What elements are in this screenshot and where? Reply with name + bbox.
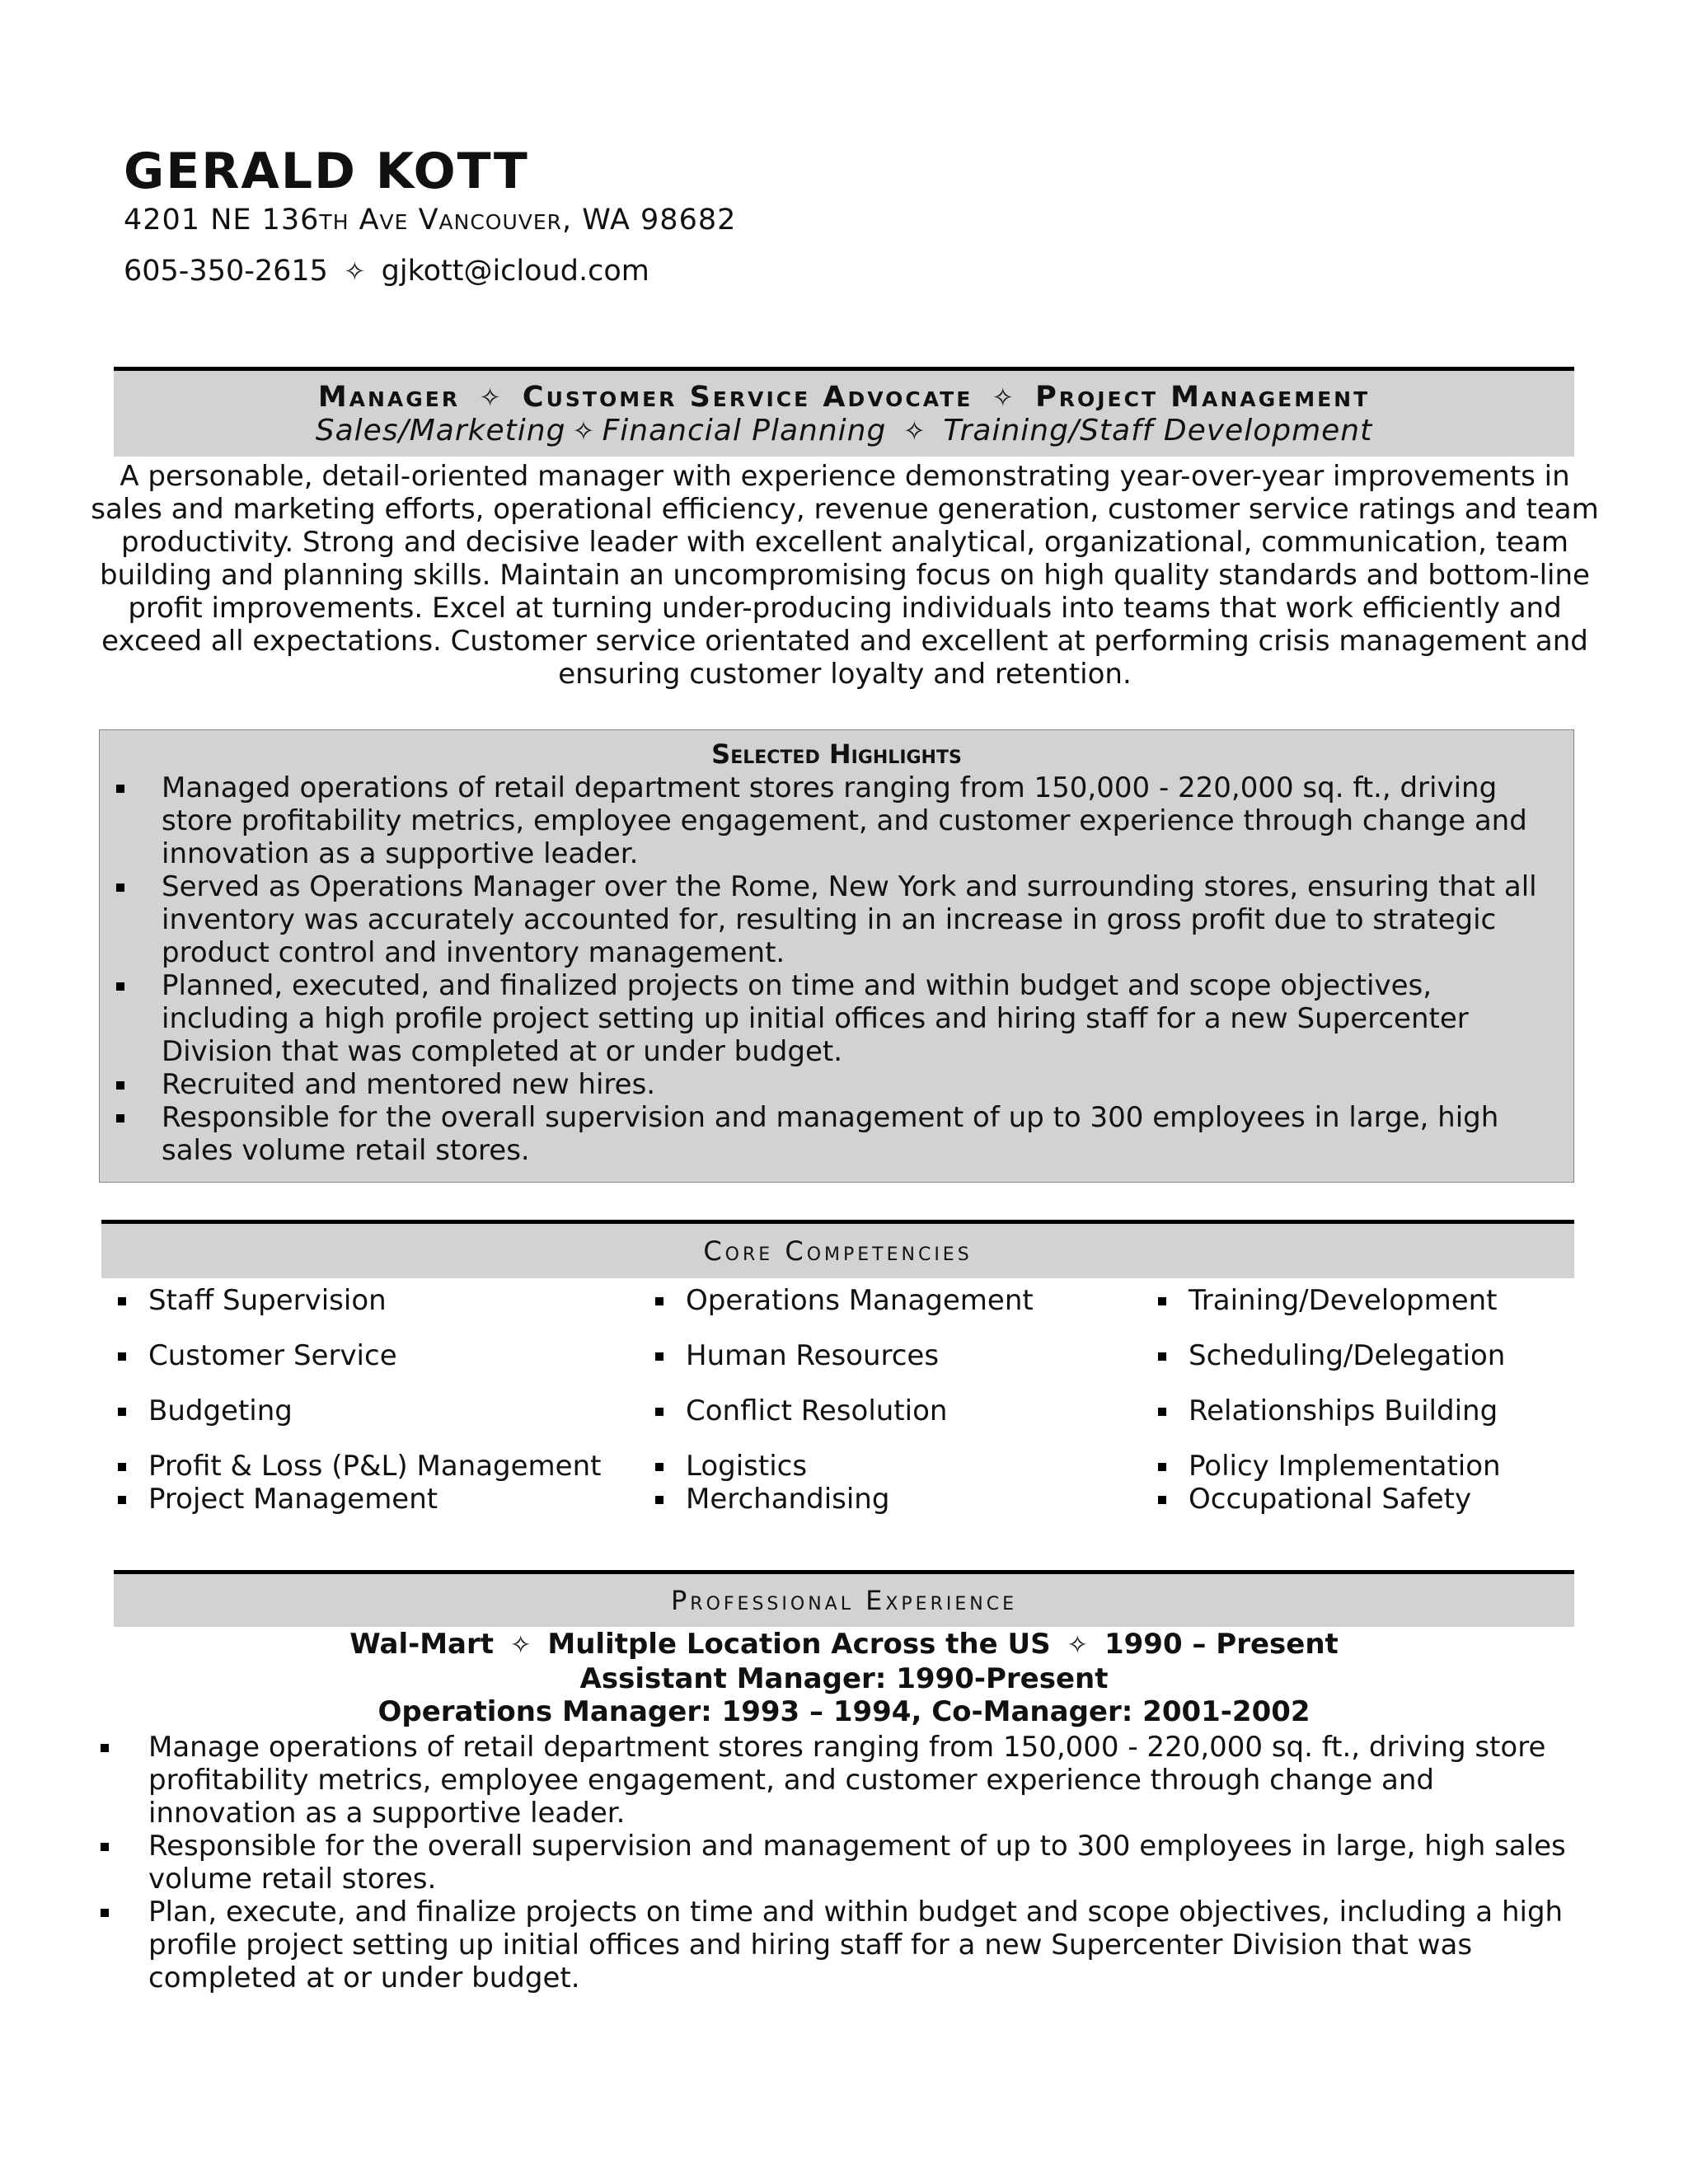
title-customer-service: Customer Service Advocate xyxy=(522,381,973,414)
competency-column-3 xyxy=(1142,1284,1505,1516)
contact-line xyxy=(124,255,736,288)
title-project-management: Project Management xyxy=(1035,381,1371,414)
list-item: Planned, executed, and finalized projects on time and within budget and scope objectives, including a high profile project setting up initial offices and hiring staff for a new Supercenter Division that was completed at or under budget. xyxy=(100,969,1573,1068)
list-item: Scheduling/Delegation xyxy=(1142,1339,1505,1372)
list-item: Responsible for the overall supervision and management of up to 300 employees in large, high sales volume retail stores. xyxy=(82,1830,1582,1896)
job-duties-list xyxy=(82,1731,1582,1994)
title-manager: Manager xyxy=(317,381,461,414)
list-item: Relationships Building xyxy=(1142,1394,1505,1427)
company: Wal-Mart xyxy=(349,1628,495,1661)
list-item: Human Resources xyxy=(639,1339,1034,1372)
list-item: Managed operations of retail department stores ranging from 150,000 - 220,000 sq. ft., driving store profitability metrics, employee engagement, and customer experience through change and innovation as a supportive leader. xyxy=(100,771,1573,870)
list-item: Merchandising xyxy=(639,1483,1034,1516)
list-item: Recruited and mentored new hires. xyxy=(100,1068,1573,1101)
professional-experience-header xyxy=(114,1570,1574,1627)
highlights-list xyxy=(100,771,1573,1167)
email: gjkott@icloud.com xyxy=(381,255,649,288)
job-dates: 1990 – Present xyxy=(1104,1628,1339,1661)
list-item: Manage operations of retail department stores ranging from 150,000 - 220,000 sq. ft., driving store profitability metrics, employee engagement, and customer experience through change and innovation as a supportive leader. xyxy=(82,1731,1582,1830)
selected-highlights xyxy=(99,729,1574,1183)
list-item: Training/Development xyxy=(1142,1284,1505,1317)
list-item: Plan, execute, and finalize projects on time and within budget and scope objectives, including a high profile project setting up initial offices and hiring staff for a new Supercenter Division that was completed at or under budget. xyxy=(82,1896,1582,1994)
title-band xyxy=(114,367,1574,457)
phone: 605-350-2615 xyxy=(124,255,328,288)
competency-column-1 xyxy=(101,1284,601,1516)
professional-summary: A personable, detail-oriented manager with experience demonstrating year-over-year improvements in sales and marketing efforts, operational efficiency, revenue generation, customer service ratings and team productivity. Strong and decisive leader with excellent analytical, organizational, communication, team building and planning skills. Maintain an uncompromising focus on high quality standards and bottom-line profit improvements. Excel at turning under-producing individuals into teams that work efficiently and exceed all expectations. Customer service orientated and excellent at performing crisis management and ensuring customer loyalty and retention. xyxy=(91,460,1599,691)
list-item: Served as Operations Manager over the Rome, New York and surrounding stores, ensuring that all inventory was accurately accounted for, resulting in an increase in gross profit due to strategic product control and inventory management. xyxy=(100,870,1573,969)
title-line-2 xyxy=(114,414,1574,448)
list-item: Budgeting xyxy=(101,1394,601,1427)
section-heading: Core Competencies xyxy=(101,1224,1574,1278)
section-heading: Professional Experience xyxy=(114,1574,1574,1627)
list-item: Operations Management xyxy=(639,1284,1034,1317)
core-competencies-header xyxy=(101,1220,1574,1278)
star-separator-icon: ✧ xyxy=(479,383,504,413)
candidate-name: GERALD KOTT xyxy=(124,143,529,200)
list-item: Occupational Safety xyxy=(1142,1483,1505,1516)
star-separator-icon: ✧ xyxy=(1067,1631,1089,1660)
title-line-1 xyxy=(114,381,1574,414)
job-role: Operations Manager: 1993 – 1994, Co-Manager: 2001-2002 xyxy=(377,1695,1311,1728)
star-separator-icon: ✧ xyxy=(344,257,366,287)
list-item: Customer Service xyxy=(101,1339,601,1372)
list-item: Policy Implementation xyxy=(1142,1450,1505,1483)
title-financial: Financial Planning xyxy=(602,414,887,448)
list-item: Logistics xyxy=(639,1450,1034,1483)
list-item: Conflict Resolution xyxy=(639,1394,1034,1427)
job-header xyxy=(114,1628,1574,1728)
competency-column-2 xyxy=(639,1284,1034,1516)
section-heading: Selected Highlights xyxy=(711,738,962,770)
list-item: Profit & Loss (P&L) Management xyxy=(101,1450,601,1483)
list-item: Staff Supervision xyxy=(101,1284,601,1317)
address: 4201 NE 136th Ave Vancouver, WA 98682 xyxy=(124,204,737,237)
list-item: Project Management xyxy=(101,1483,601,1516)
job-location: Mulitple Location Across the US xyxy=(547,1628,1051,1661)
resume-header xyxy=(124,144,736,288)
star-separator-icon: ✧ xyxy=(903,415,926,448)
job-role: Assistant Manager: 1990-Present xyxy=(579,1662,1109,1695)
star-separator-icon: ✧ xyxy=(572,415,596,448)
title-sales: Sales/Marketing xyxy=(315,414,566,448)
title-training: Training/Staff Development xyxy=(943,414,1373,448)
star-separator-icon: ✧ xyxy=(992,383,1016,413)
list-item: Responsible for the overall supervision and management of up to 300 employees in large, high sales volume retail stores. xyxy=(100,1101,1573,1167)
star-separator-icon: ✧ xyxy=(509,1631,532,1660)
employer-line xyxy=(114,1628,1574,1662)
